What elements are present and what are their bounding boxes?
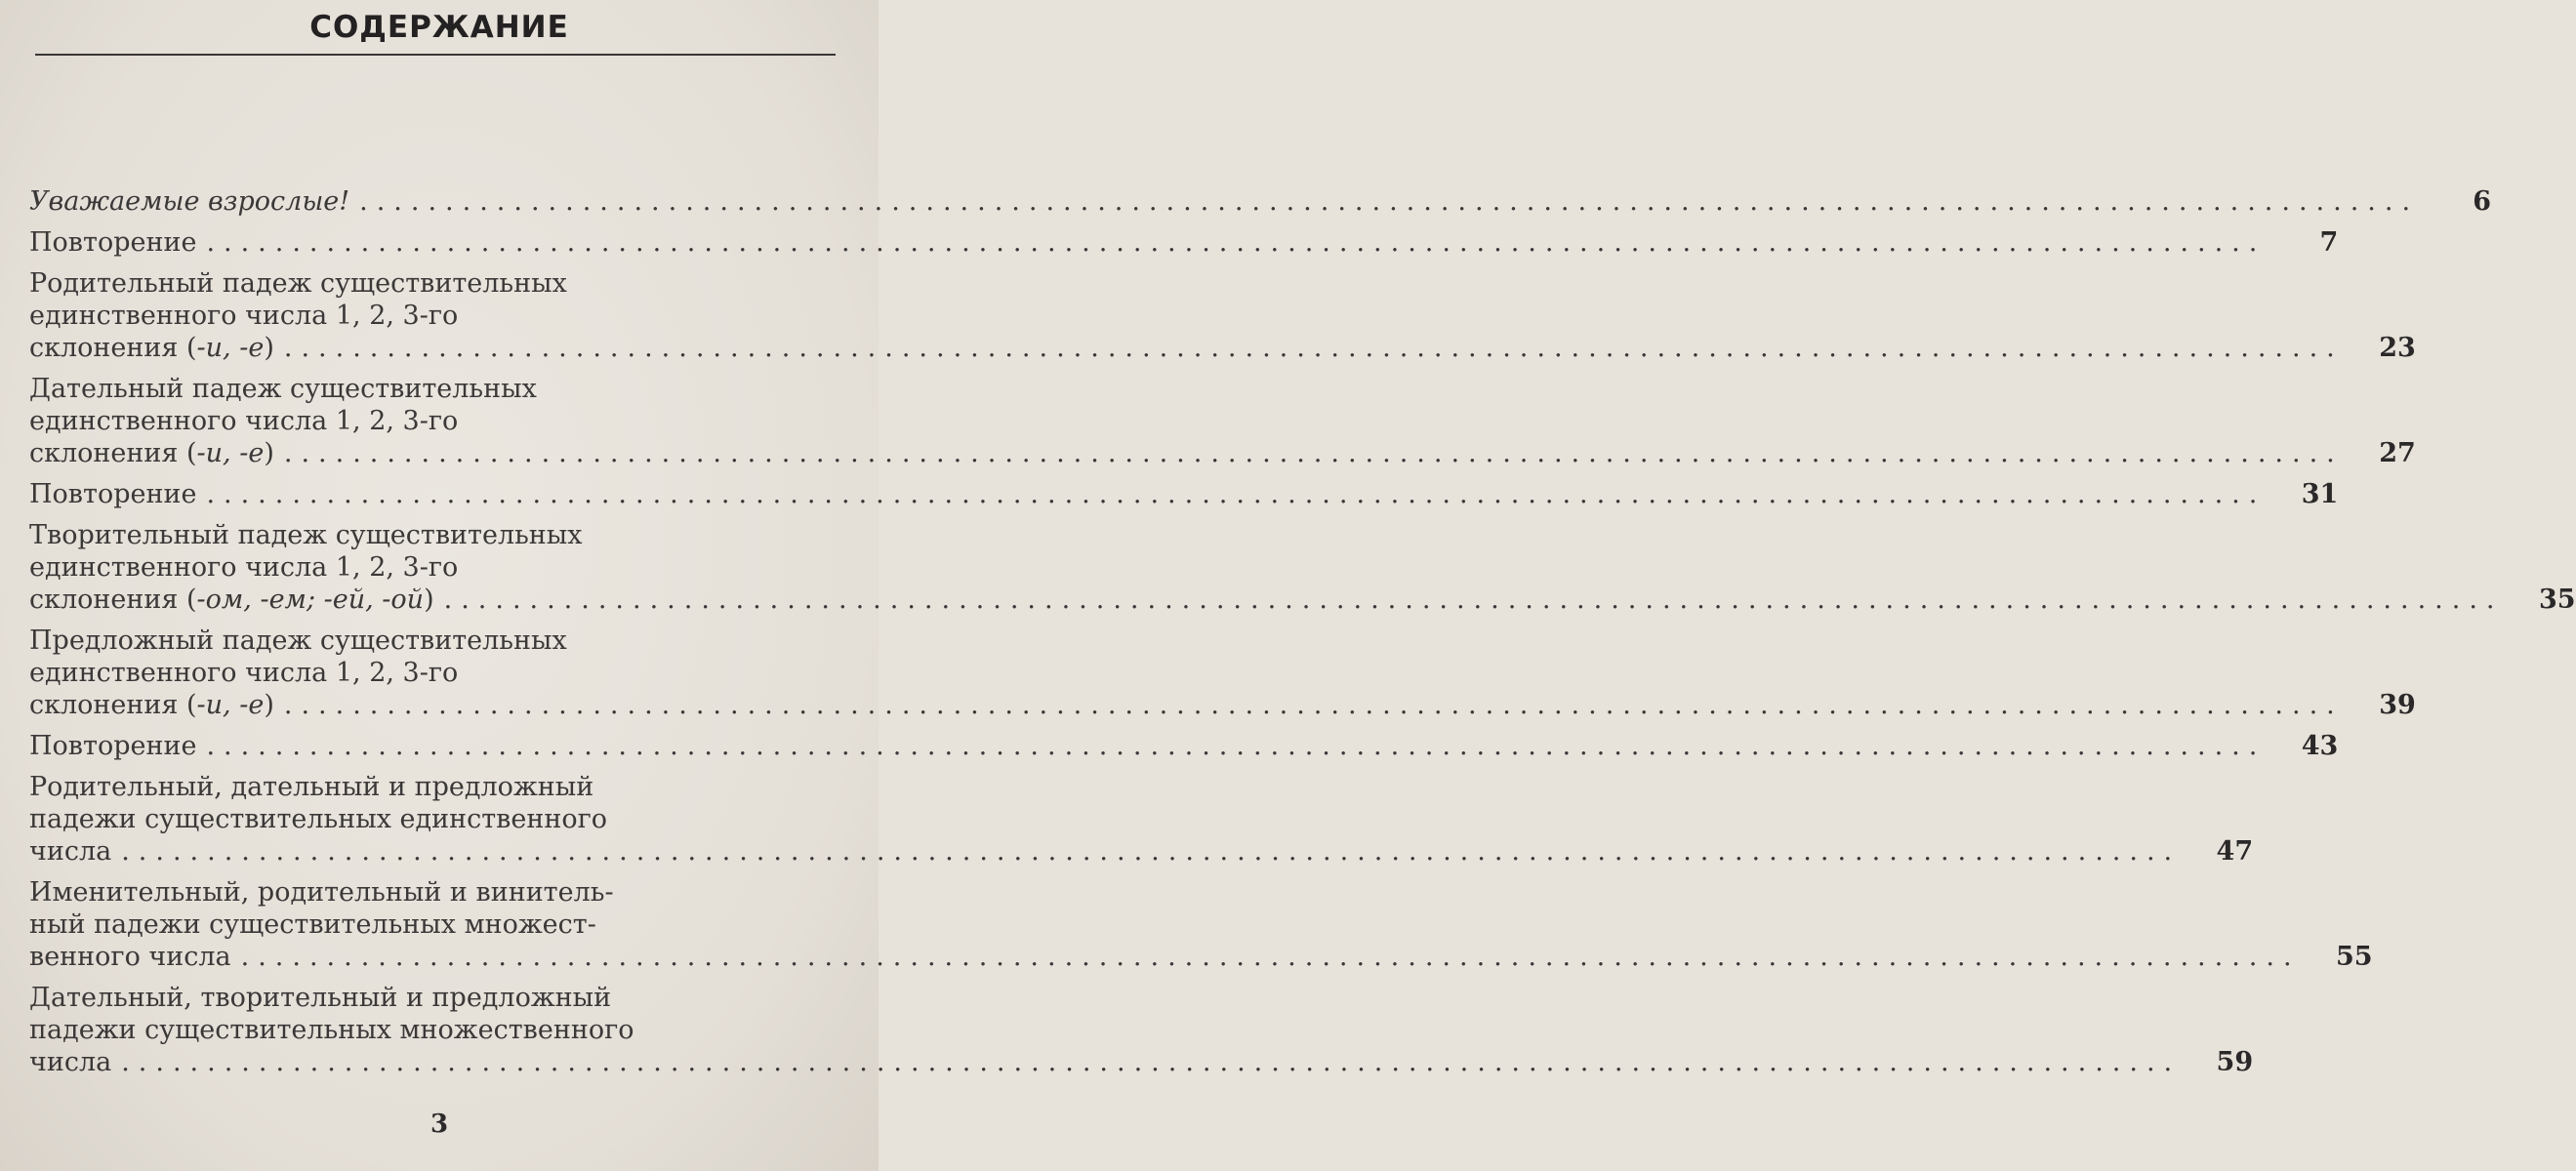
toc-entry-last-line [29,730,2339,762]
toc-page-number: 23 [2379,333,2416,363]
toc-entry [29,876,2373,973]
toc-entry-line: единственного числа 1, 2, 3-го [29,301,459,331]
toc-entry-line: Родительный, дательный и предложный [29,772,594,802]
toc-entry-text: склонения ( [29,438,197,468]
toc-page-number: 31 [2301,479,2339,509]
dot-leader: ........................................................................................................................ [206,227,2267,258]
toc-entry-last-line [29,689,2416,721]
toc-entry-last-line [29,437,2416,469]
toc-entry-line: числа [29,1047,112,1077]
toc-page-number: 35 [2538,585,2576,615]
toc-entry-ending: -и, -е [196,438,265,468]
toc-entry-ending-line [29,332,274,364]
toc-entry-line: единственного числа 1, 2, 3-го [29,552,459,583]
toc-entry-text: ) [264,690,274,720]
toc-entry-line: Уважаемые взрослые! [29,186,350,217]
toc-entry-line: Предложный падеж существительных [29,626,567,656]
toc-entry-line: Повторение [29,479,197,509]
toc-entry [29,519,2576,616]
toc-entry-text: склонения ( [29,690,197,720]
table-of-contents [29,185,2576,1087]
toc-page-number: 27 [2379,438,2416,468]
toc-entry-ending-line [29,689,274,721]
dot-leader: ........................................................................................................................ [206,731,2267,761]
toc-entry [29,226,2339,259]
toc-entry-line: падежи существительных множественного [29,1015,634,1045]
toc-entry-text: ) [264,438,274,468]
page-title: СОДЕРЖАНИЕ [309,10,569,45]
toc-entry-last-line [29,185,2492,218]
toc-entry-line: числа [29,836,112,867]
toc-entry-last-line [29,835,2254,868]
dot-leader: ........................................................................................................................ [359,186,2420,217]
toc-page-number: 39 [2379,690,2416,720]
toc-entry-last-line [29,332,2416,364]
toc-entry-ending-line [29,584,434,616]
toc-entry-ending: -и, -е [196,333,265,363]
toc-page-number: 59 [2216,1047,2254,1077]
toc-entry-ending: -ом, -ем; -ей, -ой [196,585,425,615]
dot-leader: ........................................................................................................................ [283,438,2344,468]
toc-entry-line: Творительный падеж существительных [29,520,583,550]
dot-leader: ........................................................................................................................ [443,585,2504,615]
toc-entry-last-line [29,478,2339,510]
toc-entry-last-line [29,1046,2254,1078]
toc-page-number: 43 [2301,731,2339,761]
toc-entry-line: единственного числа 1, 2, 3-го [29,406,459,436]
toc-entry [29,625,2416,721]
dot-leader: ........................................................................................................................ [121,1047,2182,1077]
toc-entry-line: единственного числа 1, 2, 3-го [29,658,459,688]
title-rule [35,54,836,56]
toc-entry-ending-line [29,437,274,469]
toc-entry-line: венного числа [29,942,231,972]
toc-entry-line: Дательный падеж существительных [29,374,537,404]
toc-entry [29,771,2254,868]
toc-page-number: 55 [2335,942,2373,972]
toc-entry-ending: -и, -е [196,690,265,720]
toc-entry-last-line [29,226,2339,259]
toc-page-number: 7 [2319,227,2339,258]
dot-leader: ........................................................................................................................ [206,479,2267,509]
toc-entry-line: ный падежи существительных множест- [29,909,596,940]
toc-entry [29,982,2254,1078]
page-number: 3 [429,1110,449,1139]
toc-entry-last-line [29,584,2576,616]
toc-entry [29,730,2339,762]
dot-leader: ........................................................................................................................ [283,333,2344,363]
toc-entry-line: Именительный, родительный и винитель- [29,877,614,908]
toc-entry-line: Повторение [29,227,197,258]
toc-page-number: 47 [2216,836,2254,867]
toc-entry-text: ) [264,333,274,363]
toc-entry-line: Родительный падеж существительных [29,268,567,299]
toc-entry [29,267,2416,364]
toc-entry-line: Дательный, творительный и предложный [29,983,612,1013]
toc-entry [29,478,2339,510]
toc-entry-line: падежи существительных единственного [29,804,607,834]
toc-page-number: 6 [2473,186,2492,217]
toc-entry [29,185,2492,218]
toc-entry [29,373,2416,469]
toc-entry-text: ) [424,585,434,615]
toc-entry-line: Повторение [29,731,197,761]
dot-leader: ........................................................................................................................ [240,942,2301,972]
toc-entry-text: склонения ( [29,585,197,615]
toc-entry-last-line [29,941,2373,973]
dot-leader: ........................................................................................................................ [283,690,2344,720]
dot-leader: ........................................................................................................................ [121,836,2182,867]
toc-entry-text: склонения ( [29,333,197,363]
